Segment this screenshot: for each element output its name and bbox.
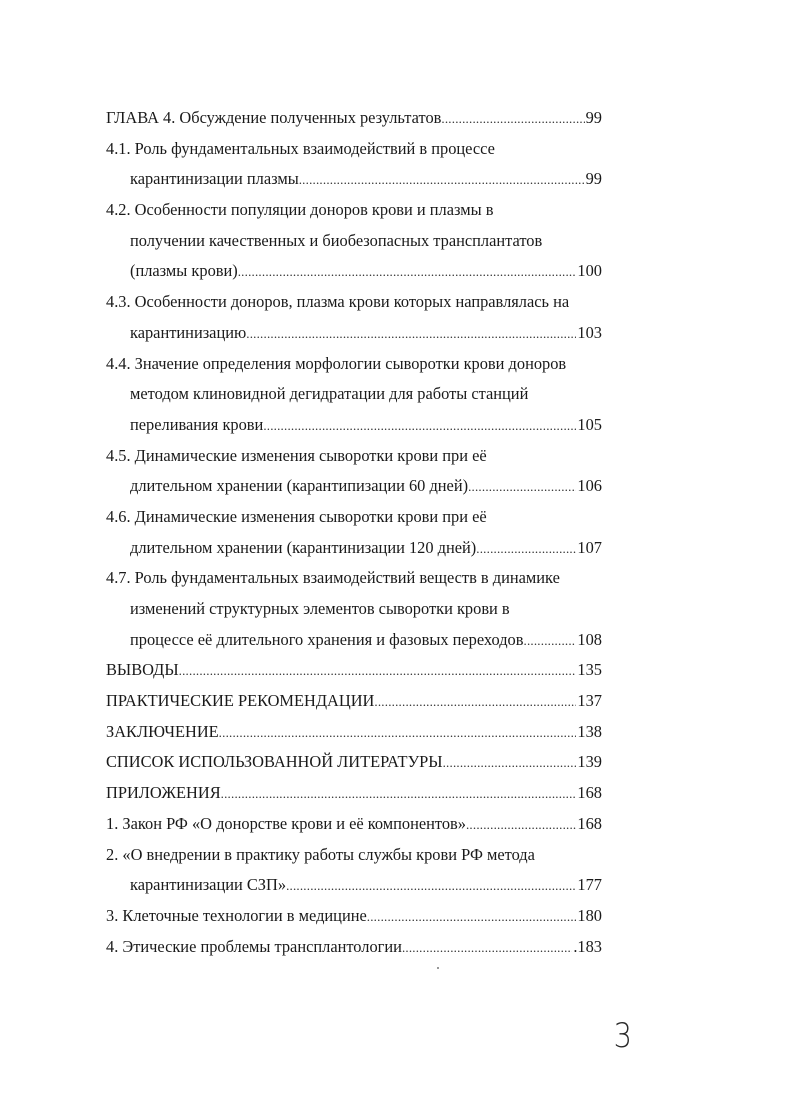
toc-page-number: 100 <box>577 261 602 281</box>
toc-entry-title: (плазмы крови) <box>130 261 238 281</box>
toc-entry-title: 3. Клеточные технологии в медицине <box>106 905 367 925</box>
toc-entry-title: ПРАКТИЧЕСКИЕ РЕКОМЕНДАЦИИ <box>106 691 375 711</box>
toc-entry-final-line <box>106 103 602 134</box>
toc-page-number: 135 <box>577 660 602 680</box>
toc-entry-title: изменений структурных элементов сыворотки крови в <box>130 599 510 618</box>
toc-entry-final-line <box>106 410 602 441</box>
toc-entry-title: 4.6. Динамические изменения сыворотки крови при её <box>106 506 487 526</box>
toc-entry <box>106 840 602 901</box>
toc-entry <box>106 901 602 932</box>
toc-entry-title: переливания крови <box>130 414 264 434</box>
toc-page-number: 180 <box>577 905 602 925</box>
toc-entry-title: 4.7. Роль фундаментальных взаимодействий веществ в динамике <box>106 568 560 588</box>
toc-entry-title: методом клиновидной дегидратации для работы станций <box>130 384 529 404</box>
toc-entry <box>106 563 602 655</box>
toc-entry-title: 4.2. Особенности популяции доноров крови и плазмы в <box>106 200 494 220</box>
toc-entry-final-line <box>106 256 602 287</box>
toc-entry <box>106 747 602 778</box>
toc-page-number: 99 <box>585 169 602 189</box>
toc-page-number: .183 <box>573 936 602 956</box>
toc-entry-title: ЗАКЛЮЧЕНИЕ <box>106 721 219 741</box>
toc-page-number: 108 <box>577 629 602 649</box>
toc-entry <box>106 717 602 748</box>
toc-page-number: 99 <box>585 108 602 127</box>
dot-leader <box>441 104 584 134</box>
dot-leader <box>466 810 576 840</box>
toc-entry-final-line <box>106 932 602 963</box>
dot-leader <box>476 534 576 564</box>
toc-entry-line <box>106 379 602 410</box>
toc-entry-title: 2. «О внедрении в практику работы службы крови РФ метода <box>106 844 535 864</box>
toc-entry-title: ПРИЛОЖЕНИЯ <box>106 783 221 803</box>
toc-entry-final-line <box>106 318 602 349</box>
toc-entry-final-line <box>106 901 602 932</box>
toc-entry-final-line <box>106 655 602 686</box>
toc-entry-title: 4. Этические проблемы трансплантологии <box>106 936 402 956</box>
toc-entry <box>106 502 602 563</box>
toc-entry-final-line <box>106 533 602 564</box>
toc-page-number: 168 <box>577 813 602 833</box>
toc-entry-title: получении качественных и биобезопасных трансплантатов <box>130 230 543 250</box>
dot-leader <box>299 165 585 195</box>
dot-leader <box>443 748 577 778</box>
toc-entry-title: 4.5. Динамические изменения сыворотки крови при её <box>106 445 487 465</box>
toc-entry-final-line <box>106 717 602 748</box>
toc-page-number: 139 <box>577 752 602 772</box>
dot-leader <box>286 871 576 901</box>
toc-entry-title: длительном хранении (карантинизации 120 дней) <box>130 537 477 557</box>
toc-page-number: 107 <box>577 537 602 557</box>
dot-leader <box>179 656 577 686</box>
toc-entry-final-line <box>106 778 602 809</box>
toc-entry-final-line <box>106 686 602 717</box>
toc-entry <box>106 932 602 963</box>
toc-entry <box>106 134 602 195</box>
toc-entry <box>106 655 602 686</box>
toc-entry <box>106 195 602 287</box>
toc-entry-line <box>106 563 602 594</box>
toc-page-number: 103 <box>577 322 602 342</box>
toc-entry-title: ГЛАВА 4. Обсуждение полученных результатов <box>106 108 442 127</box>
dot-leader <box>221 779 577 809</box>
toc-entry-final-line <box>106 747 602 778</box>
toc-entry <box>106 686 602 717</box>
dot-leader <box>263 411 576 441</box>
toc-entry-title: 1. Закон РФ «О донорстве крови и её компонентов» <box>106 813 466 833</box>
table-of-contents <box>106 103 602 962</box>
toc-entry-title: процессе её длительного хранения и фазовых переходов <box>130 629 524 649</box>
toc-entry-line <box>106 349 602 380</box>
dot-leader <box>374 687 576 717</box>
toc-entry-title: карантинизации плазмы <box>130 169 299 189</box>
toc-page-number: 106 <box>577 476 602 496</box>
toc-entry-line <box>106 594 602 625</box>
toc-entry-line <box>106 287 602 318</box>
toc-entry-title: 4.4. Значение определения морфологии сыворотки крови доноров <box>106 353 567 373</box>
toc-entry-line <box>106 502 602 533</box>
toc-entry-title: 4.3. Особенности доноров, плазма крови которых направлялась на <box>106 292 570 312</box>
dot-leader <box>524 626 577 656</box>
toc-entry-line <box>106 134 602 165</box>
toc-entry <box>106 349 602 441</box>
dot-leader <box>468 472 576 502</box>
toc-entry-title: ВЫВОДЫ <box>106 660 179 680</box>
toc-entry-line <box>106 441 602 472</box>
scan-speck <box>437 967 439 969</box>
toc-entry-title: карантинизацию <box>130 322 247 342</box>
toc-page-number: 168 <box>577 783 602 803</box>
toc-entry-line <box>106 195 602 226</box>
toc-entry-title: карантинизации СЗП» <box>130 875 287 895</box>
dot-leader <box>402 933 572 963</box>
toc-entry-final-line <box>106 164 602 195</box>
toc-entry-title: СПИСОК ИСПОЛЬЗОВАННОЙ ЛИТЕРАТУРЫ <box>106 752 443 772</box>
dot-leader <box>246 319 576 349</box>
toc-entry-title: длительном хранении (карантипизации 60 дней) <box>130 476 469 496</box>
toc-entry-title: 4.1. Роль фундаментальных взаимодействий в процессе <box>106 138 495 158</box>
toc-page-number: 138 <box>577 721 602 741</box>
toc-entry <box>106 778 602 809</box>
toc-entry-final-line <box>106 625 602 656</box>
page-number: 3 <box>613 1016 633 1056</box>
toc-entry-line <box>106 226 602 257</box>
dot-leader <box>367 902 577 932</box>
toc-page-number: 105 <box>577 414 602 434</box>
toc-entry-line <box>106 840 602 871</box>
toc-page-number: 177 <box>577 875 602 895</box>
toc-entry <box>106 809 602 840</box>
toc-page-number: 137 <box>577 691 602 711</box>
toc-entry <box>106 103 602 134</box>
toc-entry <box>106 287 602 348</box>
toc-entry-final-line <box>106 471 602 502</box>
toc-entry-final-line <box>106 870 602 901</box>
dot-leader <box>219 718 577 748</box>
toc-entry-final-line <box>106 809 602 840</box>
toc-entry <box>106 441 602 502</box>
dot-leader <box>238 257 577 287</box>
